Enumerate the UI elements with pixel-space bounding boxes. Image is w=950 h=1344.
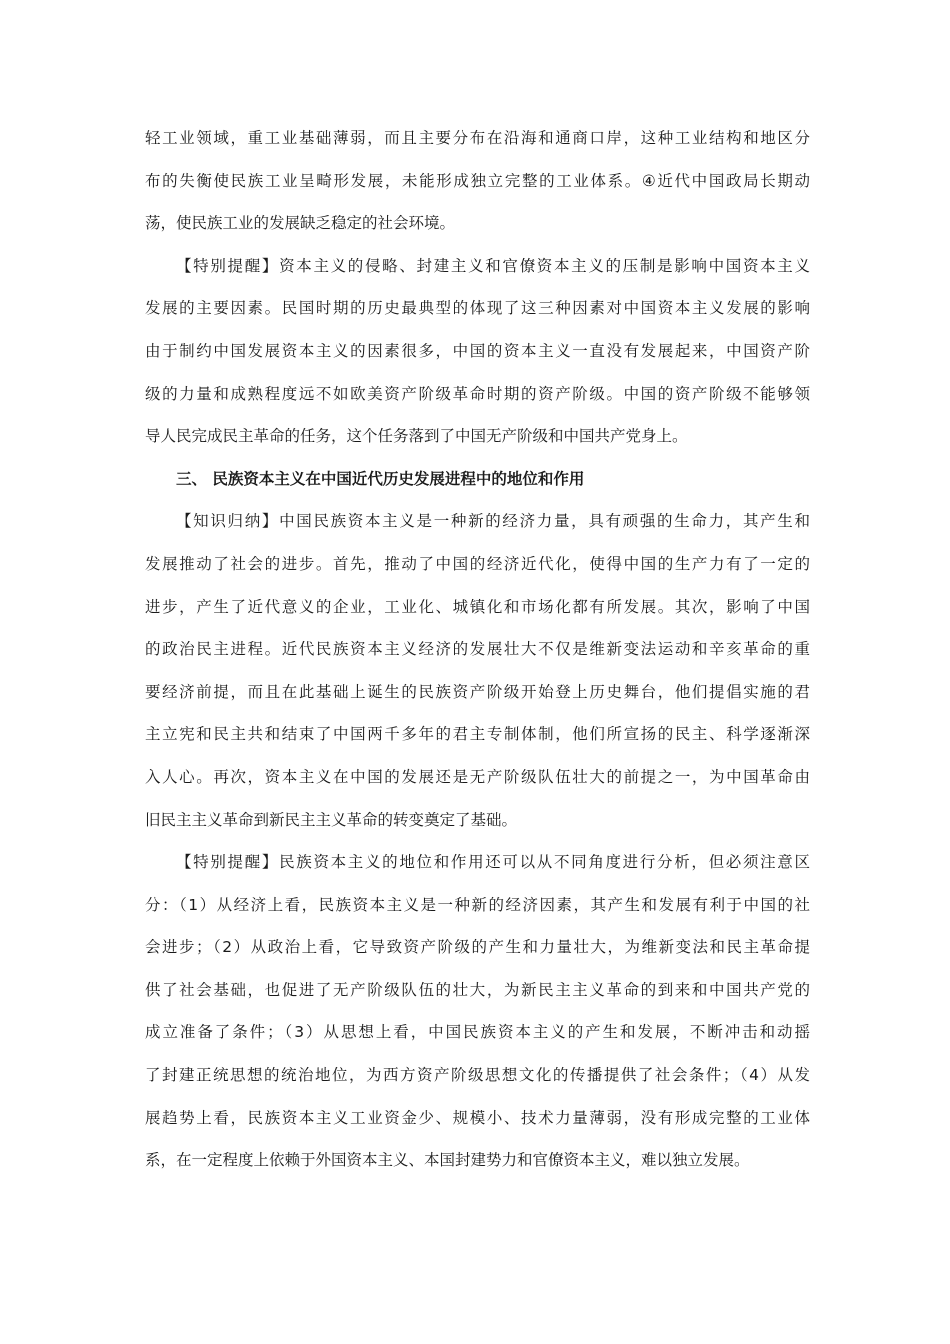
- text-line: 【特别提醒】资本主义的侵略、封建主义和官僚资本主义的压制是影响中国资本主义: [176, 256, 810, 275]
- section-heading: 三、 民族资本主义在中国近代历史发展进程中的地位和作用: [176, 469, 585, 488]
- text-line: 级的力量和成熟程度远不如欧美资产阶级革命时期的资产阶级。中国的资产阶级不能够领: [145, 384, 810, 403]
- text-line: 【特别提醒】民族资本主义的地位和作用还可以从不同角度进行分析，但必须注意区: [176, 853, 810, 872]
- text-line: 发展推动了社会的进步。首先，推动了中国的经济近代化，使得中国的生产力有了一定的: [145, 554, 810, 573]
- text-line: 成立准备了条件；（3）从思想上看，中国民族资本主义的产生和发展，不断冲击和动摇: [145, 1023, 810, 1042]
- paragraph-3: [145, 500, 810, 841]
- text-line: 由于制约中国发展资本主义的因素很多，中国的资本主义一直没有发展起来，中国资产阶: [145, 341, 810, 360]
- text-line: 主立宪和民主共和结束了中国两千多年的君主专制体制，他们所宣扬的民主、科学逐渐深: [145, 725, 810, 744]
- text-line: 【知识归纳】中国民族资本主义是一种新的经济力量，具有顽强的生命力，其产生和: [176, 512, 810, 531]
- text-line: 供了社会基础，也促进了无产阶级队伍的壮大，为新民主主义革命的到来和中国共产党的: [145, 980, 810, 999]
- text-line: 展趋势上看，民族资本主义工业资金少、规模小、技术力量薄弱，没有形成完整的工业体: [145, 1108, 810, 1127]
- text-line: 会进步；（2）从政治上看，它导致资产阶级的产生和力量壮大，为维新变法和民主革命提: [145, 938, 810, 957]
- text-line: 入人心。再次，资本主义在中国的发展还是无产阶级队伍壮大的前提之一，为中国革命由: [145, 767, 810, 786]
- document-body: [145, 117, 810, 1182]
- text-line: 布的失衡使民族工业呈畸形发展，未能形成独立完整的工业体系。④近代中国政局长期动: [145, 171, 810, 190]
- paragraph-4: [145, 841, 810, 1182]
- text-line: 进步，产生了近代意义的企业，工业化、城镇化和市场化都有所发展。其次，影响了中国: [145, 597, 810, 616]
- text-line: 导人民完成民主革命的任务，这个任务落到了中国无产阶级和中国共产党身上。: [145, 427, 688, 446]
- paragraph-1: [145, 117, 810, 245]
- text-line: 的政治民主进程。近代民族资本主义经济的发展壮大不仅是维新变法运动和辛亥革命的重: [145, 640, 810, 659]
- text-line: 荡，使民族工业的发展缺乏稳定的社会环境。: [145, 214, 456, 233]
- text-line: 要经济前提，而且在此基础上诞生的民族资产阶级开始登上历史舞台，他们提倡实施的君: [145, 682, 810, 701]
- text-line: 旧民主主义革命到新民主主义革命的转变奠定了基础。: [145, 810, 518, 829]
- text-line: 系，在一定程度上依赖于外国资本主义、本国封建势力和官僚资本主义，难以独立发展。: [145, 1151, 750, 1170]
- text-line: 轻工业领域，重工业基础薄弱，而且主要分布在沿海和通商口岸，这种工业结构和地区分: [145, 129, 810, 147]
- text-line: 发展的主要因素。民国时期的历史最典型的体现了这三种因素对中国资本主义发展的影响: [145, 299, 810, 318]
- paragraph-2: [145, 245, 810, 458]
- text-line: 了封建正统思想的统治地位，为西方资产阶级思想文化的传播提供了社会条件；（4）从发: [145, 1066, 810, 1085]
- text-line: 分：（1）从经济上看，民族资本主义是一种新的经济因素，其产生和发展有利于中国的社: [145, 895, 810, 914]
